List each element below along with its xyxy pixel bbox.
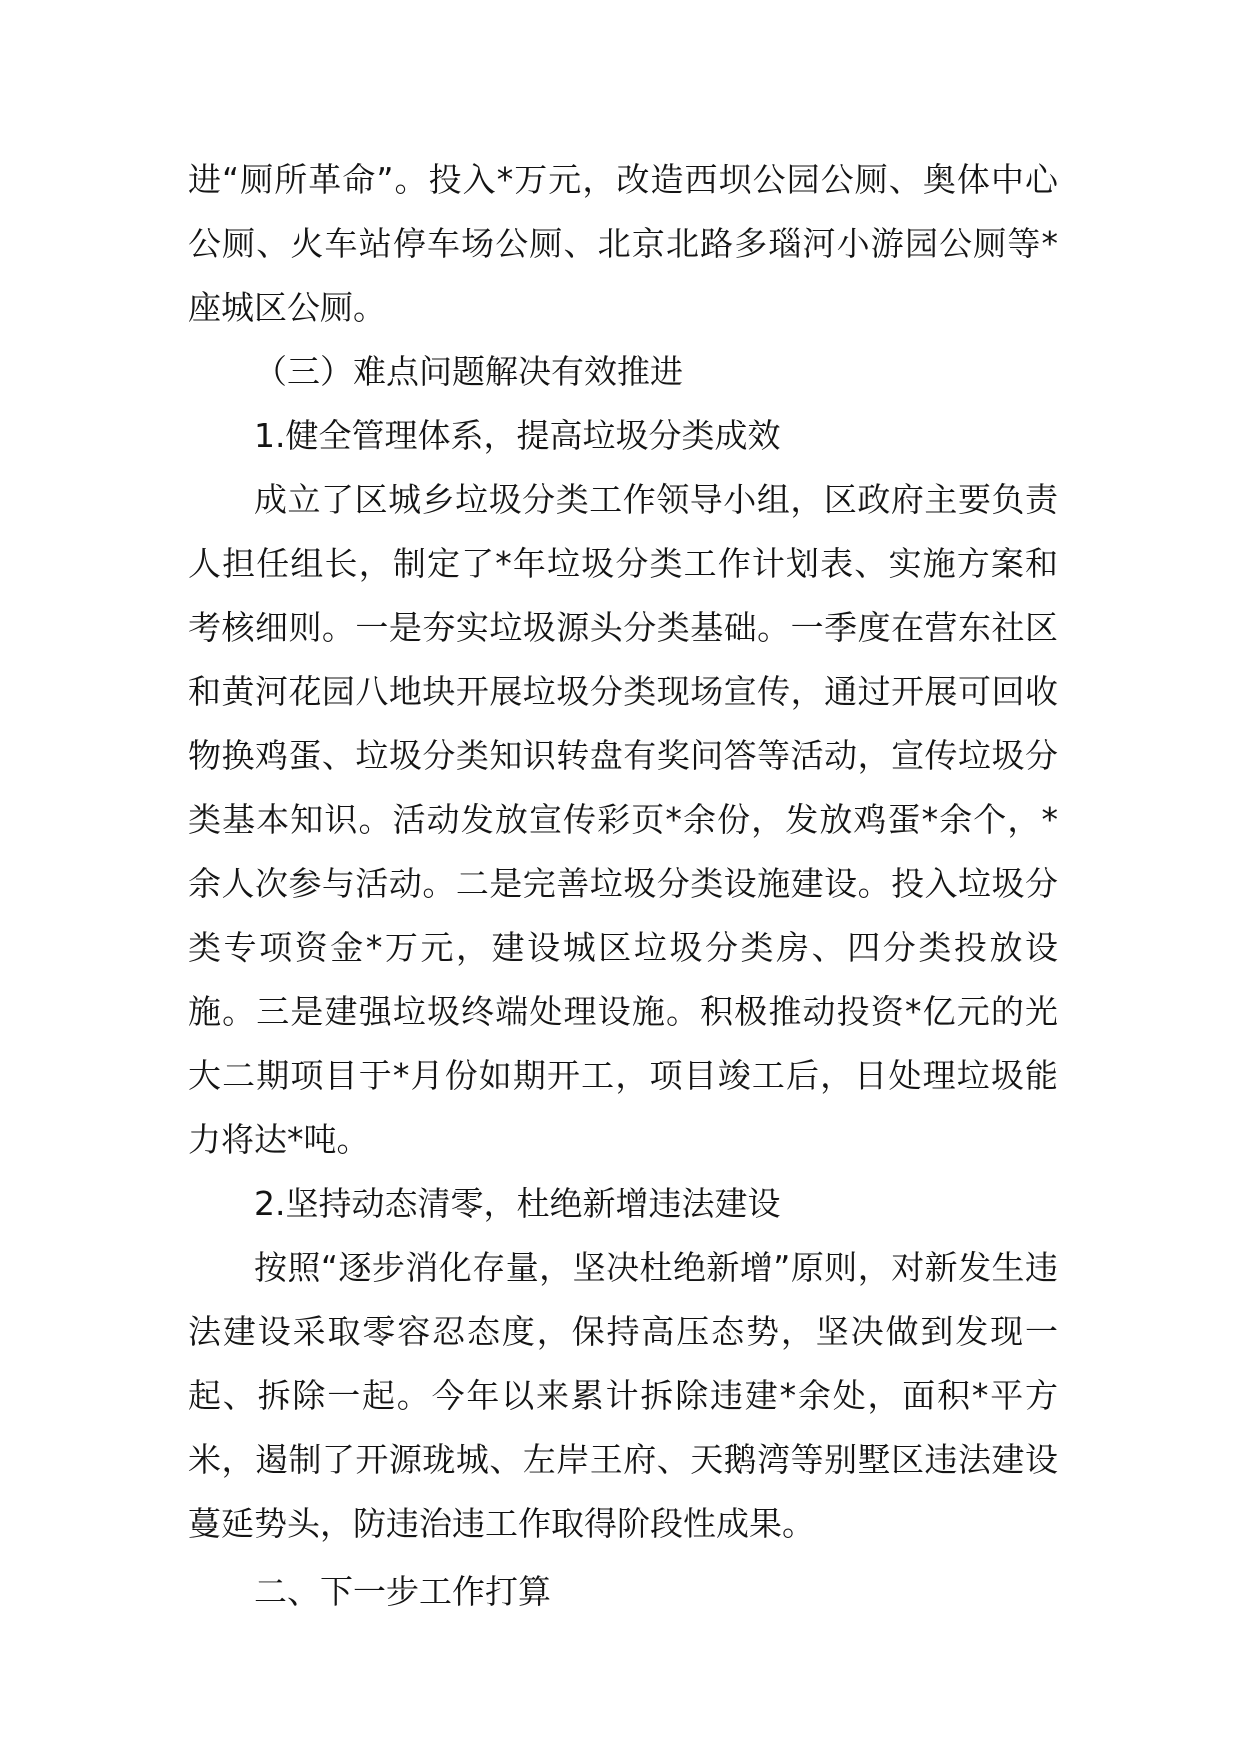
- subheading-garbage-classification: 1.健全管理体系，提高垃圾分类成效: [254, 416, 781, 455]
- subheading-difficult-issues: （三）难点问题解决有效推进: [254, 352, 683, 391]
- paragraph-toilet-revolution: 进“厕所革命”。投入*万元，改造西坝公园公厕、奥体中心公厕、火车站停车场公厕、北京北路多瑙河小游园公厕等*座城区公厕。: [188, 160, 1058, 327]
- subheading-illegal-construction: 2.坚持动态清零，杜绝新增违法建设: [254, 1184, 781, 1223]
- paragraph-garbage-classification: 成立了区城乡垃圾分类工作领导小组，区政府主要负责人担任组长，制定了*年垃圾分类工作计划表、实施方案和考核细则。一是夯实垃圾源头分类基础。一季度在营东社区和黄河花园八地块开展垃圾分类现场宣传，通过开展可回收物换鸡蛋、垃圾分类知识转盘有奖问答等活动，宣传垃圾分类基本知识。活动发放宣传彩页*余份，发放鸡蛋*余个，*余人次参与活动。二是完善垃圾分类设施建设。投入垃圾分类专项资金*万元，建设城区垃圾分类房、四分类投放设施。三是建强垃圾终端处理设施。积极推动投资*亿元的光大二期项目于*月份如期开工，项目竣工后，日处理垃圾能力将达*吨。: [188, 480, 1058, 1159]
- section-heading-next-steps: 二、下一步工作打算: [254, 1572, 551, 1611]
- paragraph-illegal-construction: 按照“逐步消化存量，坚决杜绝新增”原则，对新发生违法建设采取零容忍态度，保持高压态势，坚决做到发现一起、拆除一起。今年以来累计拆除违建*余处，面积*平方米，遏制了开源珑城、左岸王府、天鹅湾等别墅区违法建设蔓延势头，防违治违工作取得阶段性成果。: [188, 1248, 1058, 1543]
- document-body: [188, 148, 1058, 1624]
